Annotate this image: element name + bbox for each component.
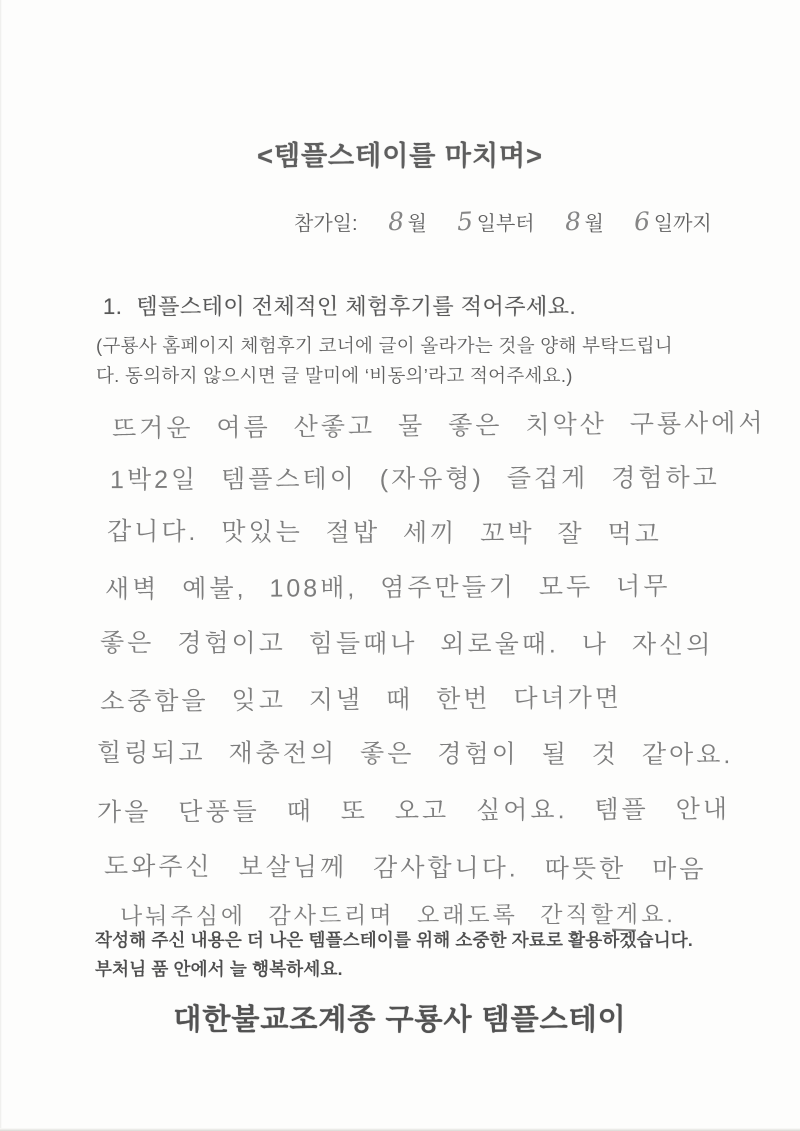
handwritten-line: 새벽 예불, 108배, 염주만들기 모두 너무 [104,572,671,604]
day-label-until: 일까지 [653,213,712,235]
handwritten-line: 나눠주심에 감사드리며 오래도록 간직할게요. [119,901,676,929]
footer-usage-note: 작성해 주신 내용은 더 나은 템플스테이를 위해 소중한 자료로 활용하겠습니다. [95,930,693,950]
organization-title: 대한불교조계종 구룡사 템플스테이 [173,1004,627,1036]
form-title: <템플스테이를 마치며> [257,141,543,171]
consent-note-line-1: (구룡사 홈페이지 체험후기 코너에 글이 올라가는 것을 양해 부탁드립니 [96,335,673,356]
month-label-2: 월 [584,213,604,235]
handwritten-line: 갑니다. 맛있는 절밥 세끼 꼬박 잘 먹고 [106,517,662,549]
question-prompt: 템플스테이 전체적인 체험후기를 적어주세요. [136,294,577,319]
handwritten-line: 좋은 경험이고 힘들때나 외로울때. 나 자신의 [99,628,714,660]
scan-edge-left [0,0,2,1131]
handwritten-line: 소중함을 잊고 지낼 때 한번 다녀가면 [99,684,623,716]
participation-label: 참가일: [294,213,358,235]
handwritten-start-month: 8 [386,206,405,237]
handwritten-start-day: 5 [456,206,474,237]
handwritten-line: 가을 단풍들 때 또 오고 싶어요. 템플 안내 [96,795,731,827]
handwritten-line: 도와주신 보살님께 감사합니다. 따뜻한 마음 [103,852,707,884]
handwritten-line: 1박2일 템플스테이 (자유형) 즐겁게 경험하고 [109,463,720,495]
question-number: 1. [103,294,123,319]
footer-blessing: 부처님 품 안에서 늘 행복하세요. [95,959,343,979]
day-label-from: 일부터 [476,213,535,235]
handwritten-end-month: 8 [563,206,582,237]
handwritten-end-day: 6 [633,206,651,237]
consent-note-line-2: 다. 동의하지 않으시면 글 말미에 ‘비동의’라고 적어주세요.) [96,365,573,386]
month-label-1: 월 [407,213,427,235]
handwritten-line: 힐링되고 재충전의 좋은 경험이 될 것 같아요. [96,738,734,770]
handwritten-line: 뜨거운 여름 산좋고 물 좋은 치악산 구룡사에서 [111,409,766,443]
